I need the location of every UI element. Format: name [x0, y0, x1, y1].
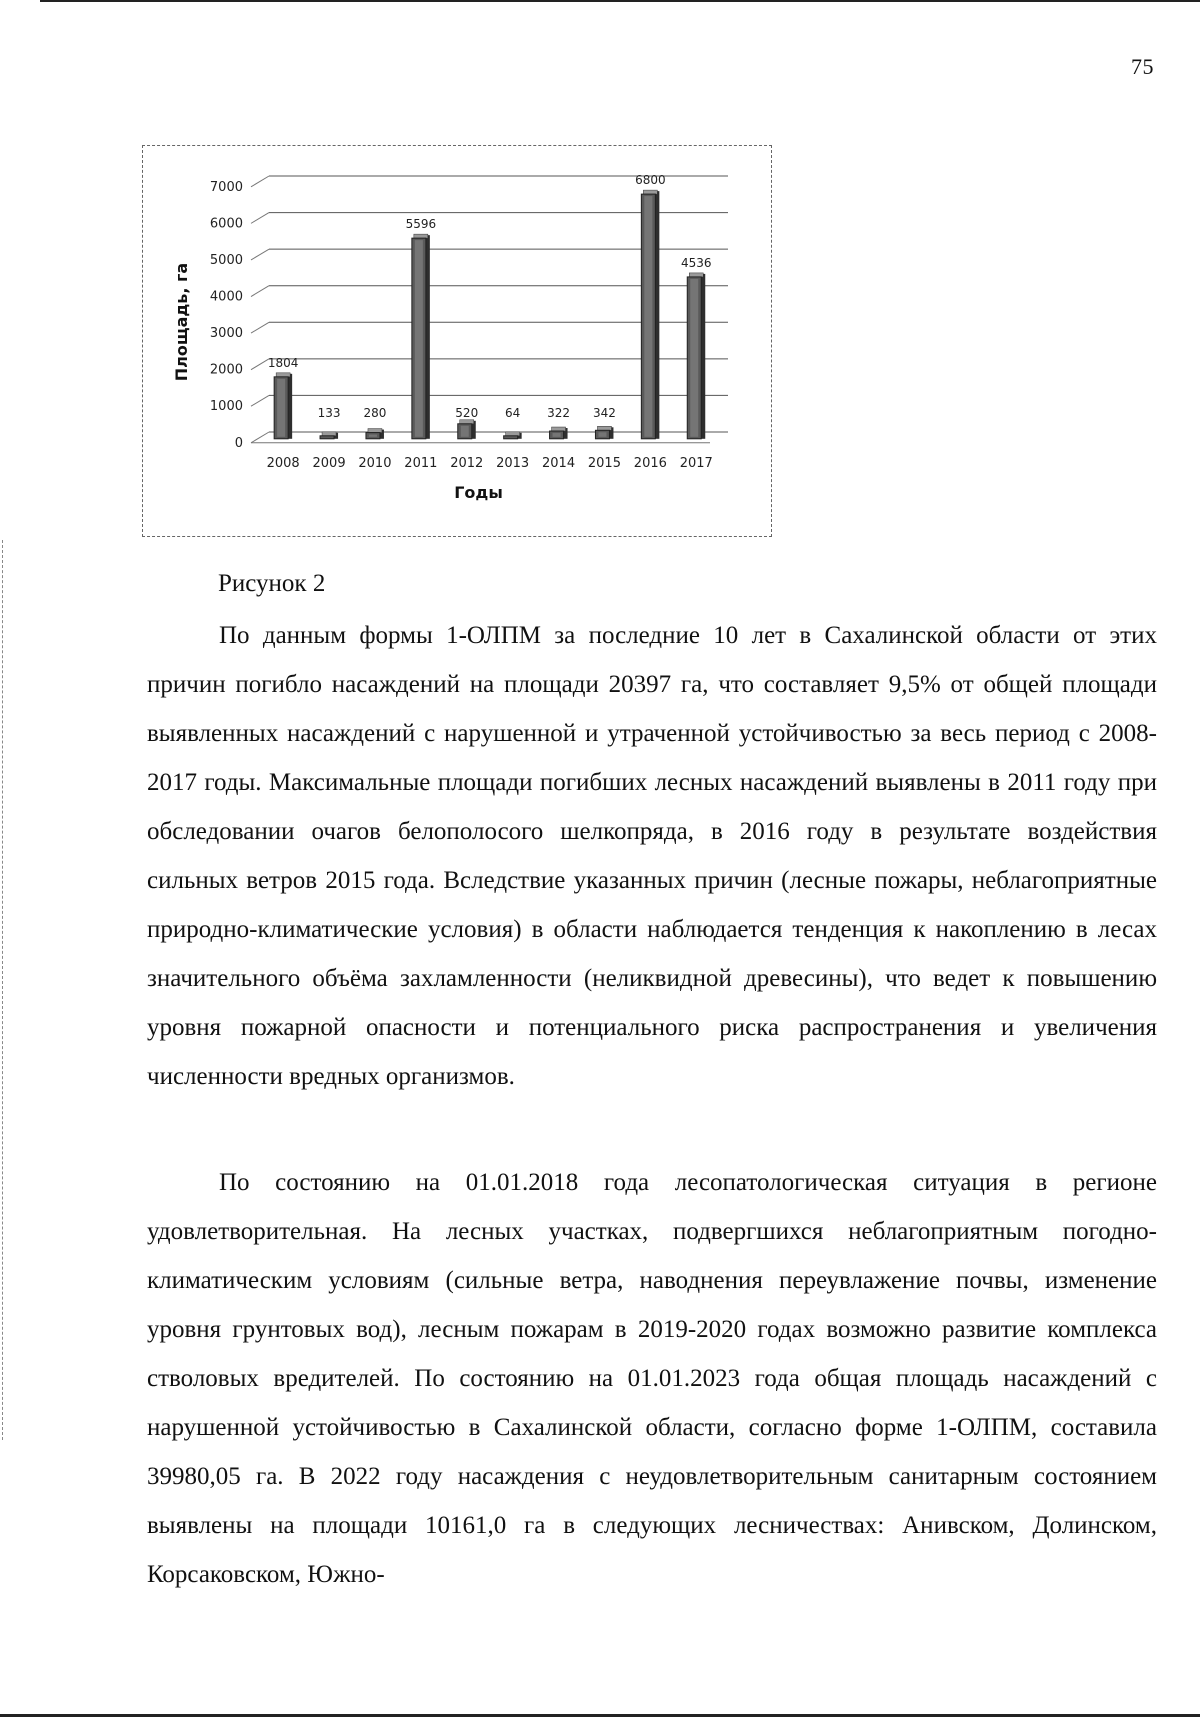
grid-slant-2000 — [251, 359, 269, 370]
bar-top-2012 — [460, 420, 474, 424]
x-tick-label: 2008 — [266, 455, 300, 471]
y-axis-title: Площадь, га — [172, 262, 191, 382]
bar-texture-2008 — [277, 379, 285, 437]
bar-texture-2017 — [690, 279, 698, 437]
y-tick-label: 1000 — [209, 399, 243, 415]
page-number: 75 — [1131, 54, 1154, 79]
y-tick-label: 4000 — [209, 289, 243, 305]
scan-margin-mark — [2, 540, 4, 1440]
bar-top-2015 — [597, 426, 611, 430]
bar-top-2010 — [368, 429, 382, 433]
y-tick-label: 7000 — [209, 179, 243, 195]
x-tick-label: 2016 — [633, 455, 667, 471]
bar-texture-2015 — [598, 432, 606, 437]
paragraph-text: По состоянию на 01.01.2018 года лесопатологическая ситуация в регионе удовлетворительная. На лесных участках, подвергшихся неблагоприятным погодно-климатическим условиям (сильные ветра, наводнения переувлажение почвы, изменение уровня грунтовых вод), лесным пожарам в 2019-2020 годах возможно развитие комплекса стволовых вредителей. По состоянию на 01.01.2023 года общая площадь насаждений с нарушенной устойчивостью в Сахалинской области, согласно форме 1-ОЛПМ, составила 39980,05 га. В 2022 году насаждения с неудовлетворительным санитарным состоянием выявлены на площади 10161,0 га в следующих лесничествах: Анивском, Долинском, Корсаковском, Южно- — [147, 1169, 1157, 1588]
data-label-2011: 5596 — [405, 217, 437, 232]
bar-2009 — [320, 436, 334, 439]
data-label-2017: 4536 — [680, 255, 712, 270]
bar-chart — [143, 146, 771, 536]
bar-2013 — [504, 436, 518, 439]
page-top-border — [40, 0, 1200, 2]
grid-slant-7000 — [251, 176, 269, 187]
x-axis-title: Годы — [454, 483, 503, 502]
bar-top-2009 — [322, 432, 336, 436]
grid-slant-4000 — [251, 286, 269, 297]
grid-slant-0 — [251, 432, 269, 443]
x-tick-label: 2009 — [312, 455, 346, 471]
x-tick-label: 2013 — [496, 455, 530, 471]
data-label-2013: 64 — [505, 405, 521, 420]
data-label-2016: 6800 — [635, 173, 666, 188]
bar-side-2016 — [655, 191, 659, 439]
data-label-2010: 280 — [363, 405, 387, 420]
x-tick-label: 2017 — [679, 455, 713, 471]
data-label-2015: 342 — [592, 405, 616, 420]
y-tick-label: 5000 — [209, 252, 243, 268]
bar-texture-2011 — [415, 240, 423, 437]
grid-slant-6000 — [251, 213, 269, 224]
bar-top-2014 — [552, 427, 566, 431]
bar-texture-2012 — [461, 426, 469, 437]
y-tick-label: 0 — [234, 435, 243, 451]
chart-frame — [142, 145, 772, 537]
bar-texture-2010 — [369, 435, 377, 437]
x-tick-label: 2010 — [358, 455, 392, 471]
x-tick-label: 2012 — [450, 455, 484, 471]
paragraph-text: По данным формы 1-ОЛПМ за последние 10 лет в Сахалинской области от этих причин погибло насаждений на площади 20397 га, что составляет 9,5% от общей площади выявленных насаждений с нарушенной и утраченной устойчивостью за весь период с 2008-2017 годы. Максимальные площади погибших лесных насаждений выявлены в 2011 году при обследовании очагов белополосого шелкопряда, в 2016 году в результате воздействия сильных ветров 2015 года. Вследствие указанных причин (лесные пожары, неблагоприятные природно-климатические условия) в области наблюдается тенденция к накоплению в лесах значительного объёма захламленности (неликвидной древесины), что ведет к повышению уровня пожарной опасности и потенциального риска распространения и увеличения численности вредных организмов. — [147, 622, 1157, 1090]
y-tick-label: 2000 — [209, 362, 243, 378]
data-label-2012: 520 — [455, 405, 479, 420]
x-tick-label: 2015 — [587, 455, 621, 471]
bar-side-2008 — [288, 374, 292, 439]
bar-top-2013 — [506, 432, 520, 436]
data-label-2014: 322 — [547, 405, 571, 420]
data-label-2008: 1804 — [267, 355, 299, 370]
bar-top-2008 — [276, 373, 290, 377]
body-paragraph-2 — [147, 1158, 1157, 1599]
y-tick-label: 6000 — [209, 216, 243, 232]
grid-slant-1000 — [251, 395, 269, 406]
grid-slant-5000 — [251, 249, 269, 260]
body-paragraph-1 — [147, 611, 1157, 1101]
bar-texture-2014 — [553, 433, 561, 437]
bar-side-2011 — [426, 235, 430, 439]
figure-caption: Рисунок 2 — [218, 570, 326, 597]
grid-slant-3000 — [251, 322, 269, 333]
bar-top-2011 — [414, 234, 428, 238]
x-tick-label: 2014 — [542, 455, 576, 471]
x-tick-label: 2011 — [404, 455, 438, 471]
bar-top-2016 — [643, 190, 657, 194]
bar-top-2017 — [689, 273, 703, 277]
y-tick-label: 3000 — [209, 326, 243, 342]
data-label-2009: 133 — [317, 405, 341, 420]
bar-side-2017 — [701, 274, 705, 439]
bar-texture-2016 — [644, 196, 652, 437]
